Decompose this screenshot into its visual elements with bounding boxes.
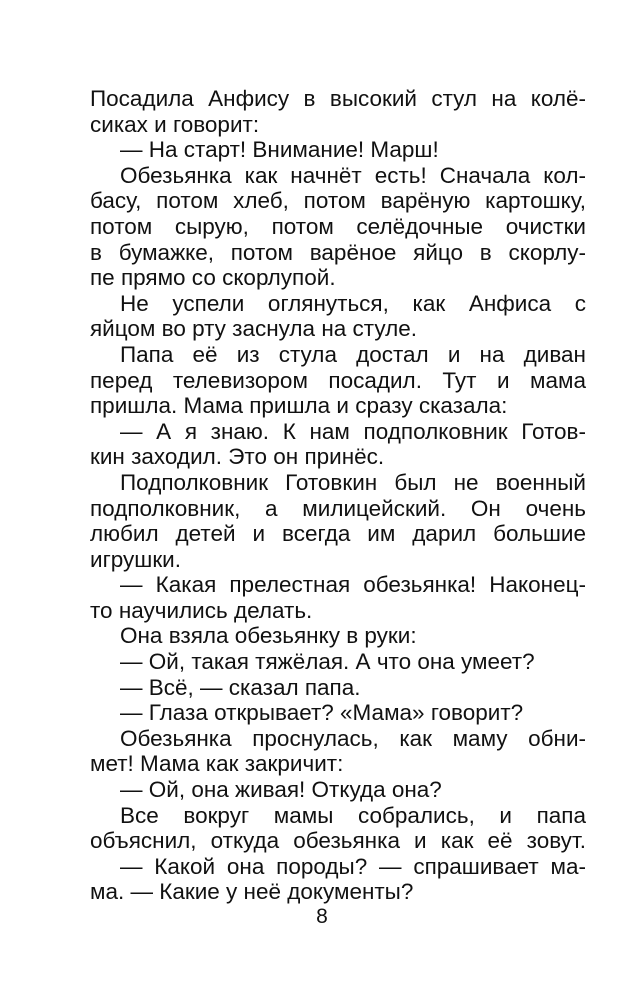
- body-text: [90, 86, 586, 905]
- text-line: в бумажке, потом варёное яйцо в скорлу-: [90, 239, 586, 265]
- text-line: мет! Мама как закричит:: [90, 751, 344, 777]
- text-line: пришла. Мама пришла и сразу сказала:: [90, 393, 508, 419]
- text-line: басу, потом хлеб, потом варёную картошку,: [90, 188, 586, 214]
- text-line: Она взяла обезьянку в руки:: [120, 623, 417, 649]
- text-line: объяснил, откуда обезьянка и как её зовут.: [90, 828, 586, 854]
- text-line: — На старт! Внимание! Марш!: [120, 137, 439, 163]
- text-line: — Какая прелестная обезьянка! Наконец-: [120, 572, 586, 598]
- text-line: — Ой, такая тяжёлая. А что она умеет?: [120, 649, 535, 675]
- text-line: подполковник, а милицейский. Он очень: [90, 495, 586, 521]
- text-line: — Какой она породы? — спрашивает ма-: [120, 853, 586, 879]
- text-line: сиках и говорит:: [90, 111, 260, 137]
- text-line: кин заходил. Это он принёс.: [90, 444, 385, 470]
- text-line: ма. — Какие у неё документы?: [90, 879, 414, 905]
- text-line: то научились делать.: [90, 597, 313, 623]
- text-line: — Всё, — сказал папа.: [120, 674, 361, 700]
- text-line: — А я знаю. К нам подполковник Готов-: [120, 418, 586, 444]
- text-line: Обезьянка проснулась, как маму обни-: [120, 725, 586, 751]
- text-line: Обезьянка как начнёт есть! Сначала кол-: [120, 162, 586, 188]
- page-number: 8: [316, 905, 328, 928]
- text-line: Папа её из стула достал и на диван: [120, 341, 586, 367]
- text-line: Посадила Анфису в высокий стул на колё-: [90, 86, 586, 111]
- text-line: Все вокруг мамы собрались, и папа: [120, 802, 586, 828]
- text-line: пе прямо со скорлупой.: [90, 265, 336, 291]
- text-line: Подполковник Готовкин был не военный: [120, 469, 586, 495]
- text-line: потом сырую, потом селёдочные очистки: [90, 213, 586, 239]
- text-line: игрушки.: [90, 546, 181, 572]
- text-line: яйцом во рту заснула на стуле.: [90, 316, 417, 342]
- text-line: перед телевизором посадил. Тут и мама: [90, 367, 586, 393]
- text-line: любил детей и всегда им дарил большие: [90, 521, 586, 547]
- text-line: — Ой, она живая! Откуда она?: [120, 777, 442, 803]
- text-line: — Глаза открывает? «Мама» говорит?: [120, 700, 524, 726]
- text-line: Не успели оглянуться, как Анфиса с: [120, 290, 586, 316]
